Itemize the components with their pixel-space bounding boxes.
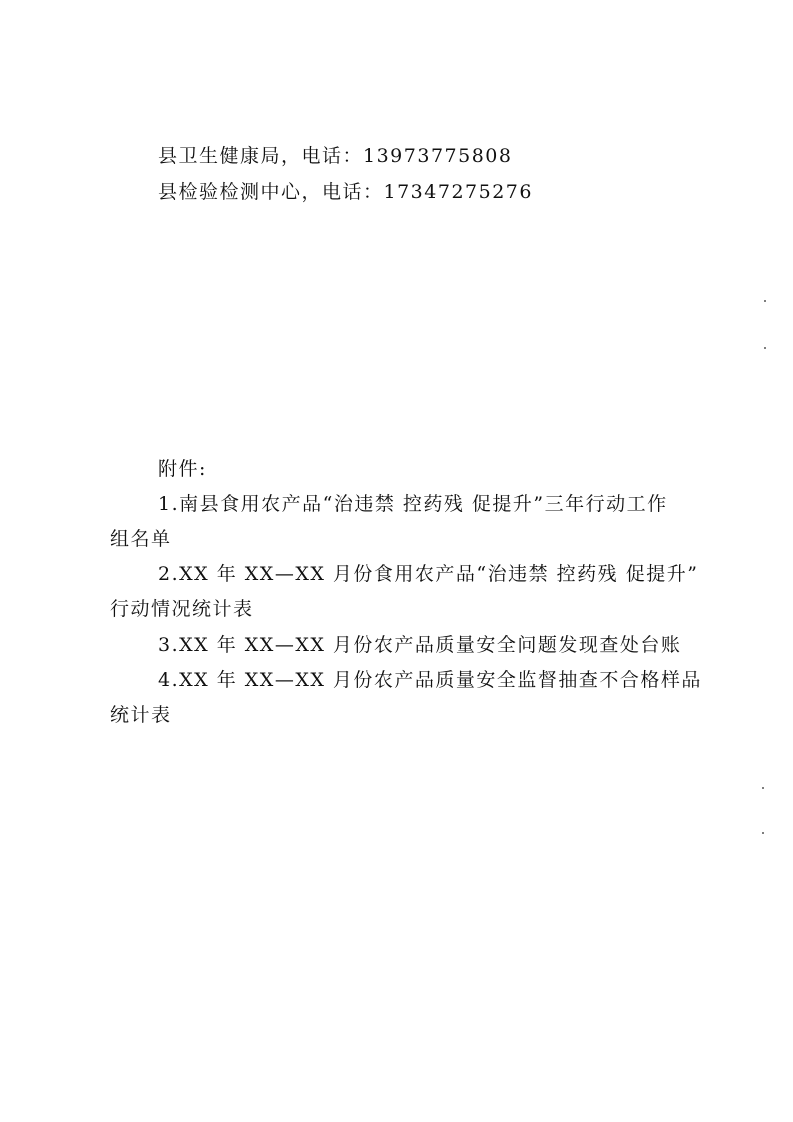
attachments-heading: 附件:: [158, 458, 207, 480]
scan-artifact-dot: [764, 300, 766, 302]
attachment-item-2-line-2: 行动情况统计表: [110, 598, 254, 620]
attachment-item-1-line-1: 1.南县食用农产品“治违禁 控药残 促提升”三年行动工作: [158, 493, 668, 515]
contact-line-testing-center: 县检验检测中心，电话：17347275276: [158, 181, 533, 203]
scan-artifact-dot: [764, 347, 766, 349]
attachment-item-3-line-1: 3.XX 年 XX—XX 月份农产品质量安全问题发现查处台账: [158, 634, 682, 656]
scan-artifact-dot: [762, 832, 764, 834]
scan-artifact-dot: [762, 787, 764, 789]
attachment-item-1-line-2: 组名单: [110, 528, 172, 550]
attachment-item-2-line-1: 2.XX 年 XX—XX 月份食用农产品“治违禁 控药残 促提升”: [158, 563, 699, 585]
attachment-item-4-line-2: 统计表: [110, 704, 172, 726]
contact-line-health-bureau: 县卫生健康局，电话：13973775808: [158, 145, 513, 167]
attachment-item-4-line-1: 4.XX 年 XX—XX 月份农产品质量安全监督抽查不合格样品: [158, 669, 702, 691]
